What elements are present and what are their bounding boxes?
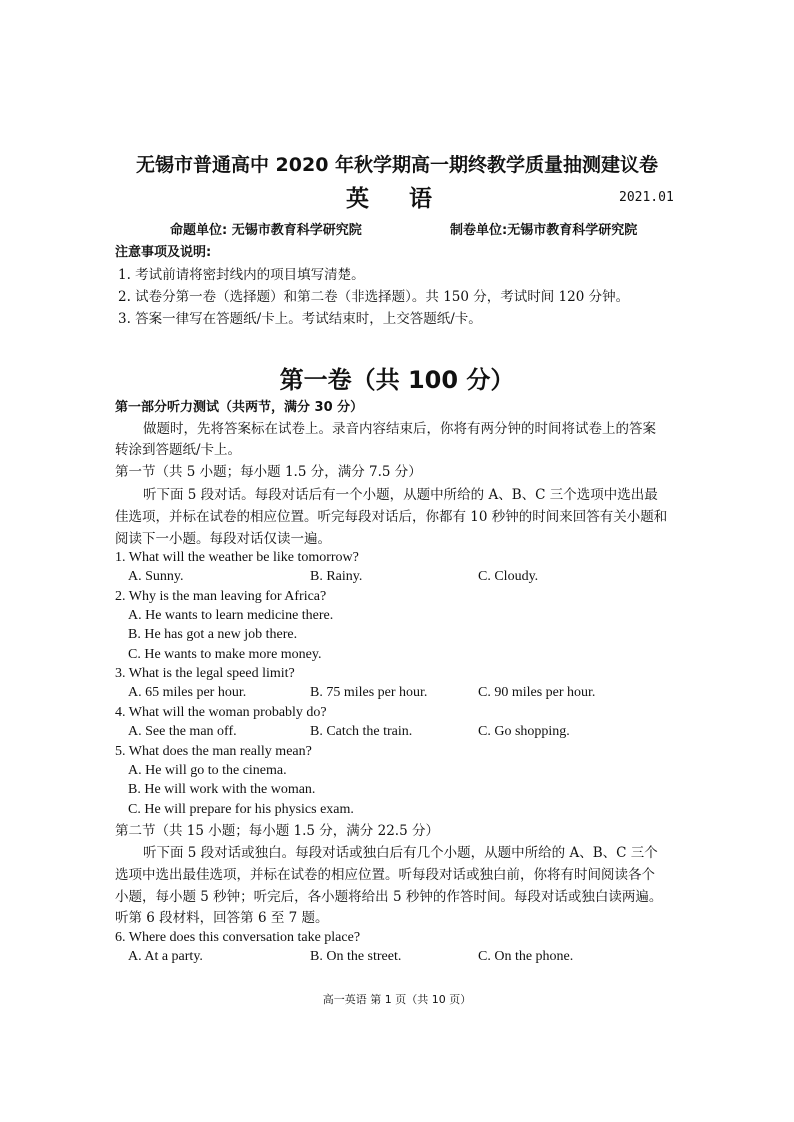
question-option: C. 90 miles per hour. — [478, 685, 596, 700]
setter-unit: 命题单位: 无锡市教育科学研究院 — [170, 223, 362, 238]
subsection-1-line: 听下面 5 段对话。每段对话后有一个小题，从题中所给的 A、B、C 三个选项中选出最 — [143, 487, 658, 503]
question-option: B. He will work with the woman. — [128, 782, 316, 797]
question-stem: 5. What does the man really mean? — [115, 744, 312, 759]
question-option: B. Rainy. — [310, 569, 363, 584]
subsection-2-line: 选项中选出最佳选项，并标在试卷的相应位置。听每段对话或独白前，你将有时间阅读各个 — [115, 867, 655, 883]
note-item: 2. 试卷分第一卷（选择题）和第二卷（非选择题）。共 150 分，考试时间 120 分钟。 — [118, 289, 630, 305]
subsection-2-line: 听下面 5 段对话或独白。每段对话或独白后有几个小题，从题中所给的 A、B、C 三个 — [143, 845, 658, 861]
exam-date: 2021.01 — [619, 190, 674, 205]
question-option: B. 75 miles per hour. — [310, 685, 428, 700]
question-stem: 4. What will the woman probably do? — [115, 705, 327, 720]
question-option: C. Cloudy. — [478, 569, 539, 584]
subsection-2-line: 小题，每小题 5 秒钟；听完后，各小题将给出 5 秒钟的作答时间。每段对话或独白读两遍。 — [115, 889, 663, 905]
question-stem: 2. Why is the man leaving for Africa? — [115, 589, 327, 604]
subsection-2-line: 听第 6 段材料，回答第 6 至 7 题。 — [115, 910, 329, 926]
question-option: B. Catch the train. — [310, 724, 413, 739]
question-option: C. He wants to make more money. — [128, 647, 322, 662]
question-option: A. Sunny. — [128, 569, 184, 584]
subsection-1-heading: 第一节（共 5 小题；每小题 1.5 分，满分 7.5 分） — [115, 464, 422, 480]
section-heading: 第一部分听力测试（共两节，满分 30 分） — [115, 400, 364, 415]
part-one-title: 第一卷（共 100 分） — [279, 366, 515, 394]
question-option: C. Go shopping. — [478, 724, 570, 739]
subsection-1-line: 阅读下一小题。每段对话仅读一遍。 — [115, 531, 331, 547]
question-stem: 6. Where does this conversation take place? — [115, 930, 361, 945]
note-item: 1. 考试前请将密封线内的项目填写清楚。 — [118, 267, 365, 283]
question-option: C. He will prepare for his physics exam. — [128, 802, 354, 817]
question-option: A. He will go to the cinema. — [128, 763, 287, 778]
question-option: A. See the man off. — [128, 724, 237, 739]
maker-unit: 制卷单位:无锡市教育科学研究院 — [450, 223, 638, 238]
question-option: A. 65 miles per hour. — [128, 685, 247, 700]
question-option: A. He wants to learn medicine there. — [128, 608, 334, 623]
question-option: C. On the phone. — [478, 949, 574, 964]
subject-title: 英 语 — [345, 186, 448, 212]
question-option: B. On the street. — [310, 949, 402, 964]
notes-heading: 注意事项及说明: — [115, 245, 212, 260]
question-option: B. He has got a new job there. — [128, 627, 298, 642]
question-option: A. At a party. — [128, 949, 203, 964]
subsection-1-line: 佳选项，并标在试卷的相应位置。听完每段对话后，你都有 10 秒钟的时间来回答有关小题和 — [115, 509, 668, 525]
page-footer: 高一英语 第 1 页（共 10 页） — [322, 993, 472, 1006]
note-item: 3. 答案一律写在答题纸/卡上。考试结束时，上交答题纸/卡。 — [118, 311, 482, 327]
subsection-2-heading: 第二节（共 15 小题；每小题 1.5 分，满分 22.5 分） — [115, 823, 439, 839]
question-stem: 3. What is the legal speed limit? — [115, 666, 295, 681]
instruction-line: 做题时，先将答案标在试卷上。录音内容结束后，你将有两分钟的时间将试卷上的答案 — [143, 421, 656, 437]
question-stem: 1. What will the weather be like tomorrow? — [115, 550, 359, 565]
instruction-line: 转涂到答题纸/卡上。 — [115, 442, 242, 458]
exam-title: 无锡市普通高中 2020 年秋学期高一期终教学质量抽测建议卷 — [135, 154, 659, 176]
